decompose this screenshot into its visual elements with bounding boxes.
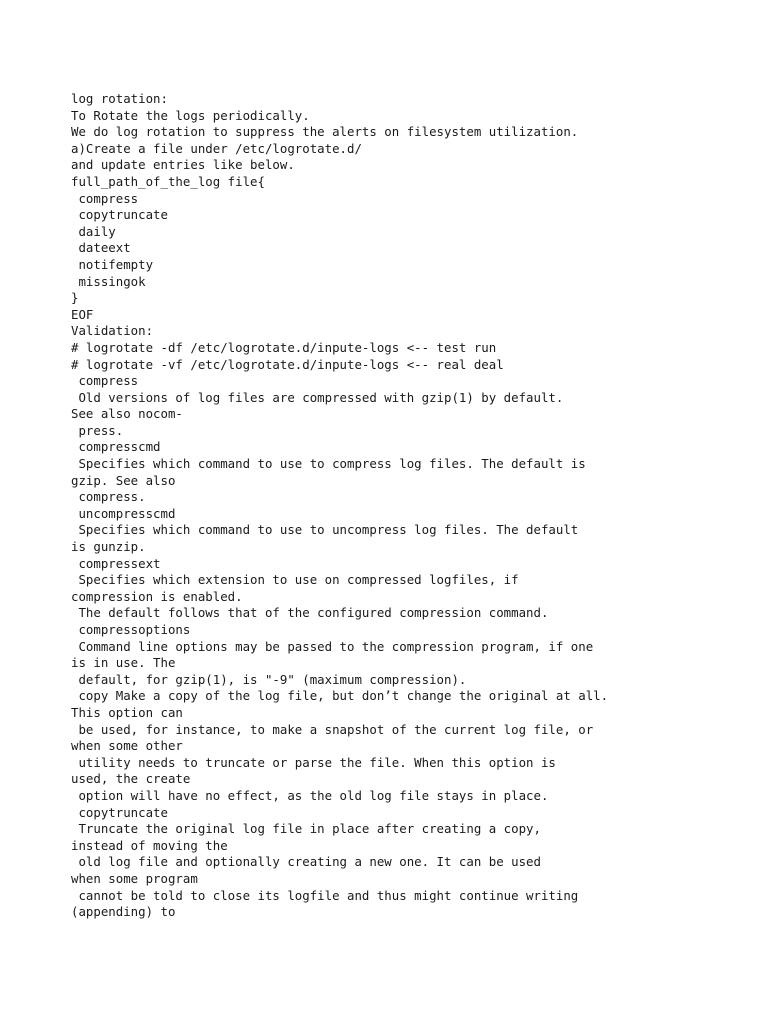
document-line: is gunzip. <box>71 539 146 555</box>
document-line: copytruncate <box>71 804 168 820</box>
document-line: old log file and optionally creating a new one. It can be used <box>71 854 541 870</box>
document-line: press. <box>71 422 124 438</box>
document-line: See also nocom- <box>71 406 183 422</box>
document-line: dateext <box>71 240 131 256</box>
document-line: Command line options may be passed to the compression program, if one <box>71 638 594 654</box>
document-line: be used, for instance, to make a snapshot of the current log file, or <box>71 721 594 737</box>
document-line: cannot be told to close its logfile and thus might continue writing <box>71 887 579 903</box>
document-line: # logrotate -vf /etc/logrotate.d/inpute-logs <-- real deal <box>71 356 504 372</box>
document-line: missingok <box>71 273 146 289</box>
document-line: Old versions of log files are compressed with gzip(1) by default. <box>71 389 564 405</box>
document-line: Specifies which command to use to compress log files. The default is <box>71 456 586 472</box>
document-line: is in use. The <box>71 655 176 671</box>
document-line: compress <box>71 373 139 389</box>
document-line: when some other <box>71 738 183 754</box>
document-line: # logrotate -df /etc/logrotate.d/inpute-logs <-- test run <box>71 339 497 355</box>
document-line: (appending) to <box>71 904 176 920</box>
document-line: uncompresscmd <box>71 505 176 521</box>
document-line: compresscmd <box>71 439 161 455</box>
document-line: instead of moving the <box>71 837 228 853</box>
document-line: when some program <box>71 870 198 886</box>
document-line: used, the create <box>71 771 191 787</box>
document-line: copytruncate <box>71 207 168 223</box>
document-line: and update entries like below. <box>71 157 295 173</box>
document-line: This option can <box>71 704 183 720</box>
document-line: EOF <box>71 306 94 322</box>
document-line: default, for gzip(1), is "-9" (maximum compression). <box>71 671 467 687</box>
document-line: Truncate the original log file in place after creating a copy, <box>71 821 541 837</box>
document-line: a)Create a file under /etc/logrotate.d/ <box>71 140 362 156</box>
document-line: We do log rotation to suppress the alerts on filesystem utilization. <box>71 124 579 140</box>
document-line: utility needs to truncate or parse the file. When this option is <box>71 754 556 770</box>
document-line: option will have no effect, as the old log file stays in place. <box>71 787 549 803</box>
document-line: compression is enabled. <box>71 588 243 604</box>
document-line: gzip. See also <box>71 472 176 488</box>
document-line: log rotation: <box>71 91 168 106</box>
document-line: notifempty <box>71 256 154 272</box>
document-line: full_path_of_the_log file{ <box>71 173 265 189</box>
document-line: copy Make a copy of the log file, but don’t change the original at all. <box>71 688 609 704</box>
document-line: The default follows that of the configured compression command. <box>71 605 549 621</box>
document-line: compress <box>71 190 139 206</box>
document-line: daily <box>71 223 116 239</box>
document-body <box>71 91 751 921</box>
document-line: To Rotate the logs periodically. <box>71 107 310 123</box>
document-line: Validation: <box>71 323 154 339</box>
document-line: compressoptions <box>71 622 191 637</box>
document-line: Specifies which extension to use on compressed logfiles, if <box>71 572 519 588</box>
document-line: Specifies which command to use to uncompress log files. The default <box>71 522 579 538</box>
document-line: compress. <box>71 489 146 505</box>
document-line: compressext <box>71 555 161 571</box>
document-line: } <box>71 290 79 306</box>
